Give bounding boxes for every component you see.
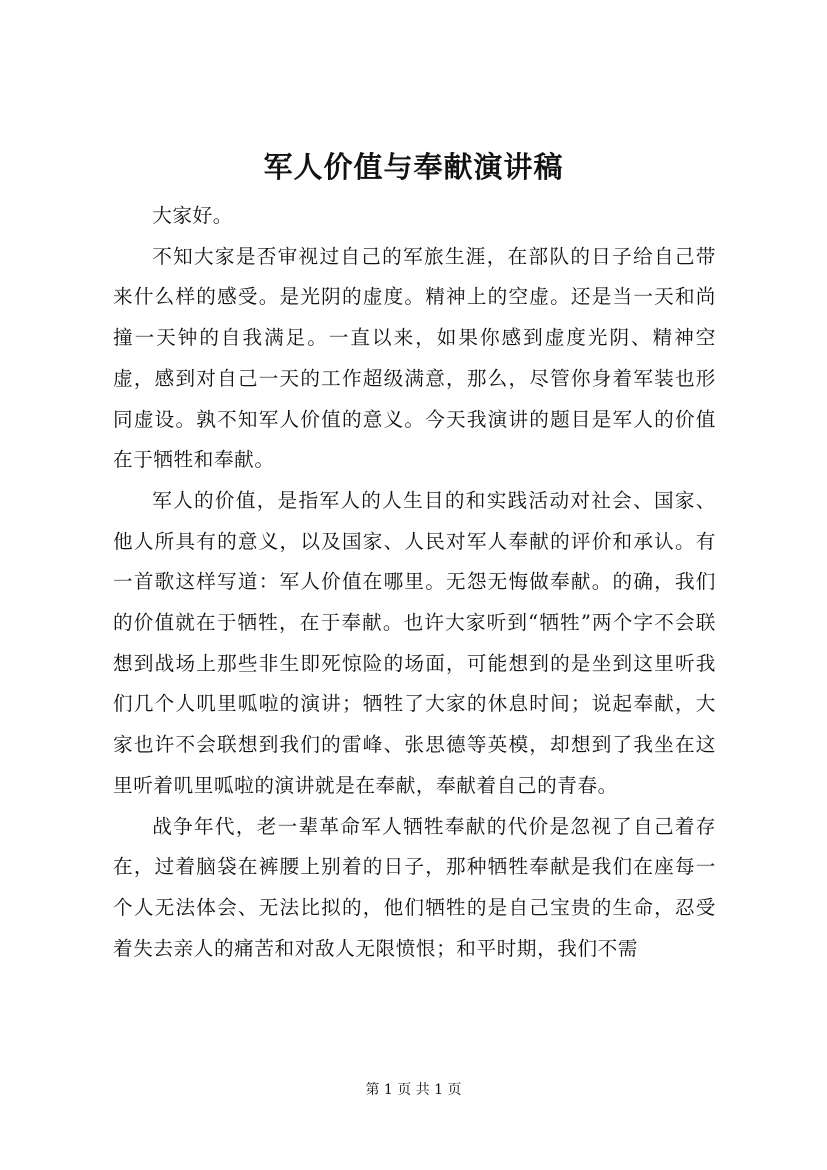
paragraph-wartime: 战争年代，老一辈革命军人牺牲奉献的代价是忽视了自己着存在，过着脑袋在裤腰上别着的日子，那种牺牲奉献是我们在座每一个人无法体会、无法比拟的，他们牺牲的是自己宝贵的生命，忍受着失去亲人的痛苦和对敌人无限愤恨；和平时期，我们不需: [113, 814, 716, 960]
paragraph-greeting: 大家好。: [152, 204, 233, 227]
document-body: [113, 196, 716, 969]
paragraph-intro: 不知大家是否审视过自己的军旅生涯，在部队的日子给自己带来什么样的感受。是光阴的虚度。精神上的空虚。还是当一天和尚撞一天钟的自我满足。一直以来，如果你感到虚度光阴、精神空虚，感到对自己一天的工作超级满意，那么，尽管你身着军装也形同虚设。孰不知军人价值的意义。今天我演讲的题目是军人的价值在于牺牲和奉献。: [113, 244, 716, 472]
document-title: 军人价值与奉献演讲稿: [263, 150, 564, 184]
paragraph-value: 军人的价值，是指军人的人生目的和实践活动对社会、国家、他人所具有的意义，以及国家、人民对军人奉献的评价和承认。有一首歌这样写道：军人价值在哪里。无怨无悔做奉献。的确，我们的价值就在于牺牲，在于奉献。也许大家听到“牺牲”两个字不会联想到战场上那些非生即死惊险的场面，可能想到的是坐到这里听我们几个人叽里呱啦的演讲；牺牲了大家的休息时间；说起奉献，大家也许不会联想到我们的雷峰、张思德等英模，却想到了我坐在这里听着叽里呱啦的演讲就是在奉献，奉献着自己的青春。: [113, 488, 716, 797]
page-number-footer: 第 1 页 共 1 页: [365, 1082, 462, 1098]
